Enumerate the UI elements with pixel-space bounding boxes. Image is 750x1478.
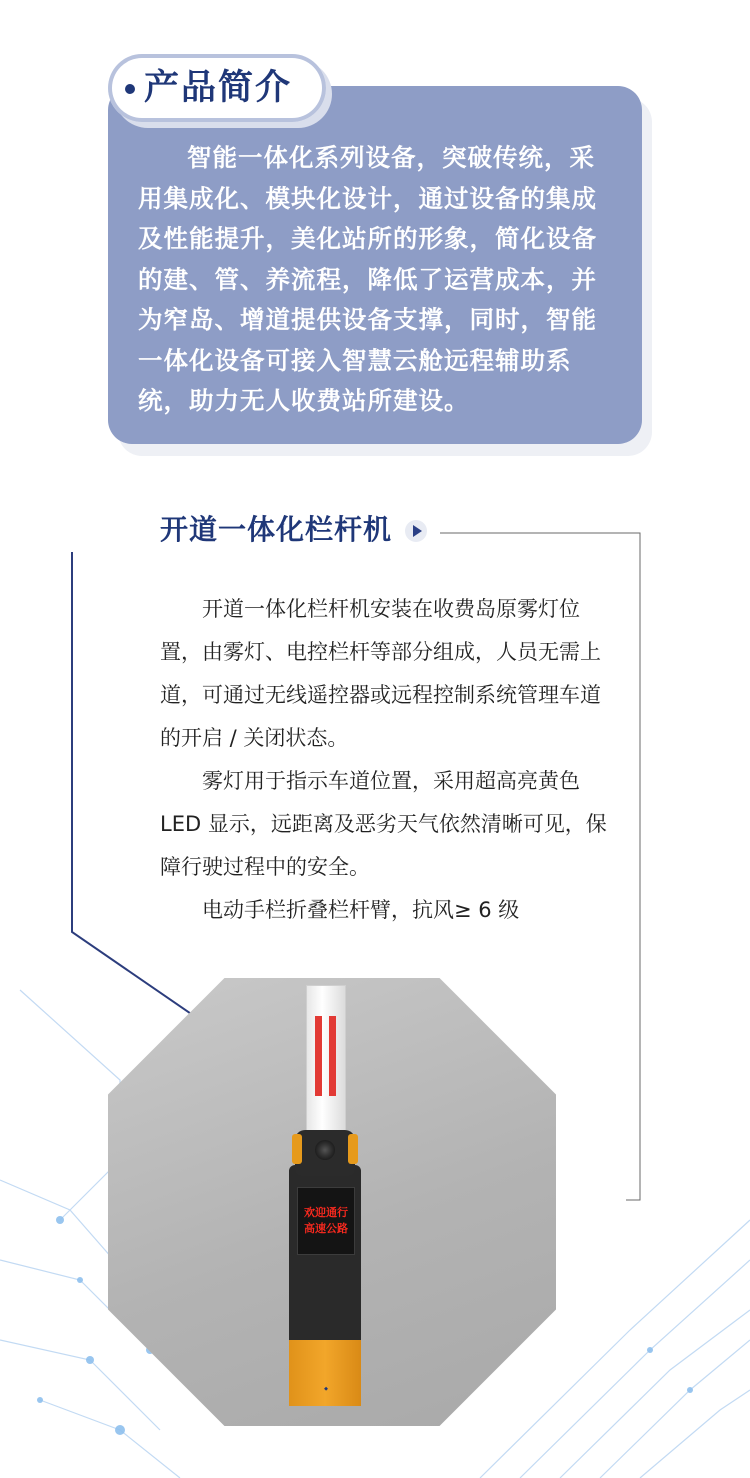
lamp-side	[348, 1134, 358, 1164]
product-paragraph-2: 雾灯用于指示车道位置，采用超高亮黄色 LED 显示，远距离及恶劣天气依然清晰可见，保障行驶过程中的安全。	[160, 769, 607, 879]
product-paragraph-3: 电动手栏折叠栏杆臂，抗风≥ 6 级	[202, 898, 520, 922]
lamp-side	[292, 1134, 302, 1164]
arm-red-stripe	[329, 1016, 336, 1096]
intro-title: 产品简介	[144, 68, 293, 108]
barrier-arm	[306, 985, 346, 1137]
product-paragraph-1: 开道一体化栏杆机安装在收费岛原雾灯位置，由雾灯、电控栏杆等部分组成，人员无需上道，可通过无线遥控器或远程控制系统管理车道的开启 / 关闭状态。	[160, 597, 601, 750]
fog-lamp-head	[295, 1130, 355, 1176]
led-line-1: 欢迎通行	[304, 1206, 348, 1219]
speaker-icon	[315, 1140, 335, 1160]
intro-text: 智能一体化系列设备，突破传统，采用集成化、模块化设计，通过设备的集成及性能提升，美化站所的形象，简化设备的建、管、养流程，降低了运营成本，并为窄岛、增道提供设备支撑，同时，智能一体化设备可接入智慧云舱远程辅助系统，助力无人收费站所建设。	[138, 143, 597, 415]
led-line-2: 高速公路	[304, 1222, 348, 1235]
led-screen	[297, 1187, 355, 1255]
product-title: 开道一体化栏杆机	[160, 513, 393, 546]
brand-logo: ◆	[324, 1386, 328, 1392]
cabinet-base	[289, 1340, 361, 1406]
arm-red-stripe	[315, 1016, 322, 1096]
barrier-cabinet	[289, 1165, 361, 1340]
product-description	[160, 588, 610, 932]
play-arrow-icon	[405, 520, 427, 542]
